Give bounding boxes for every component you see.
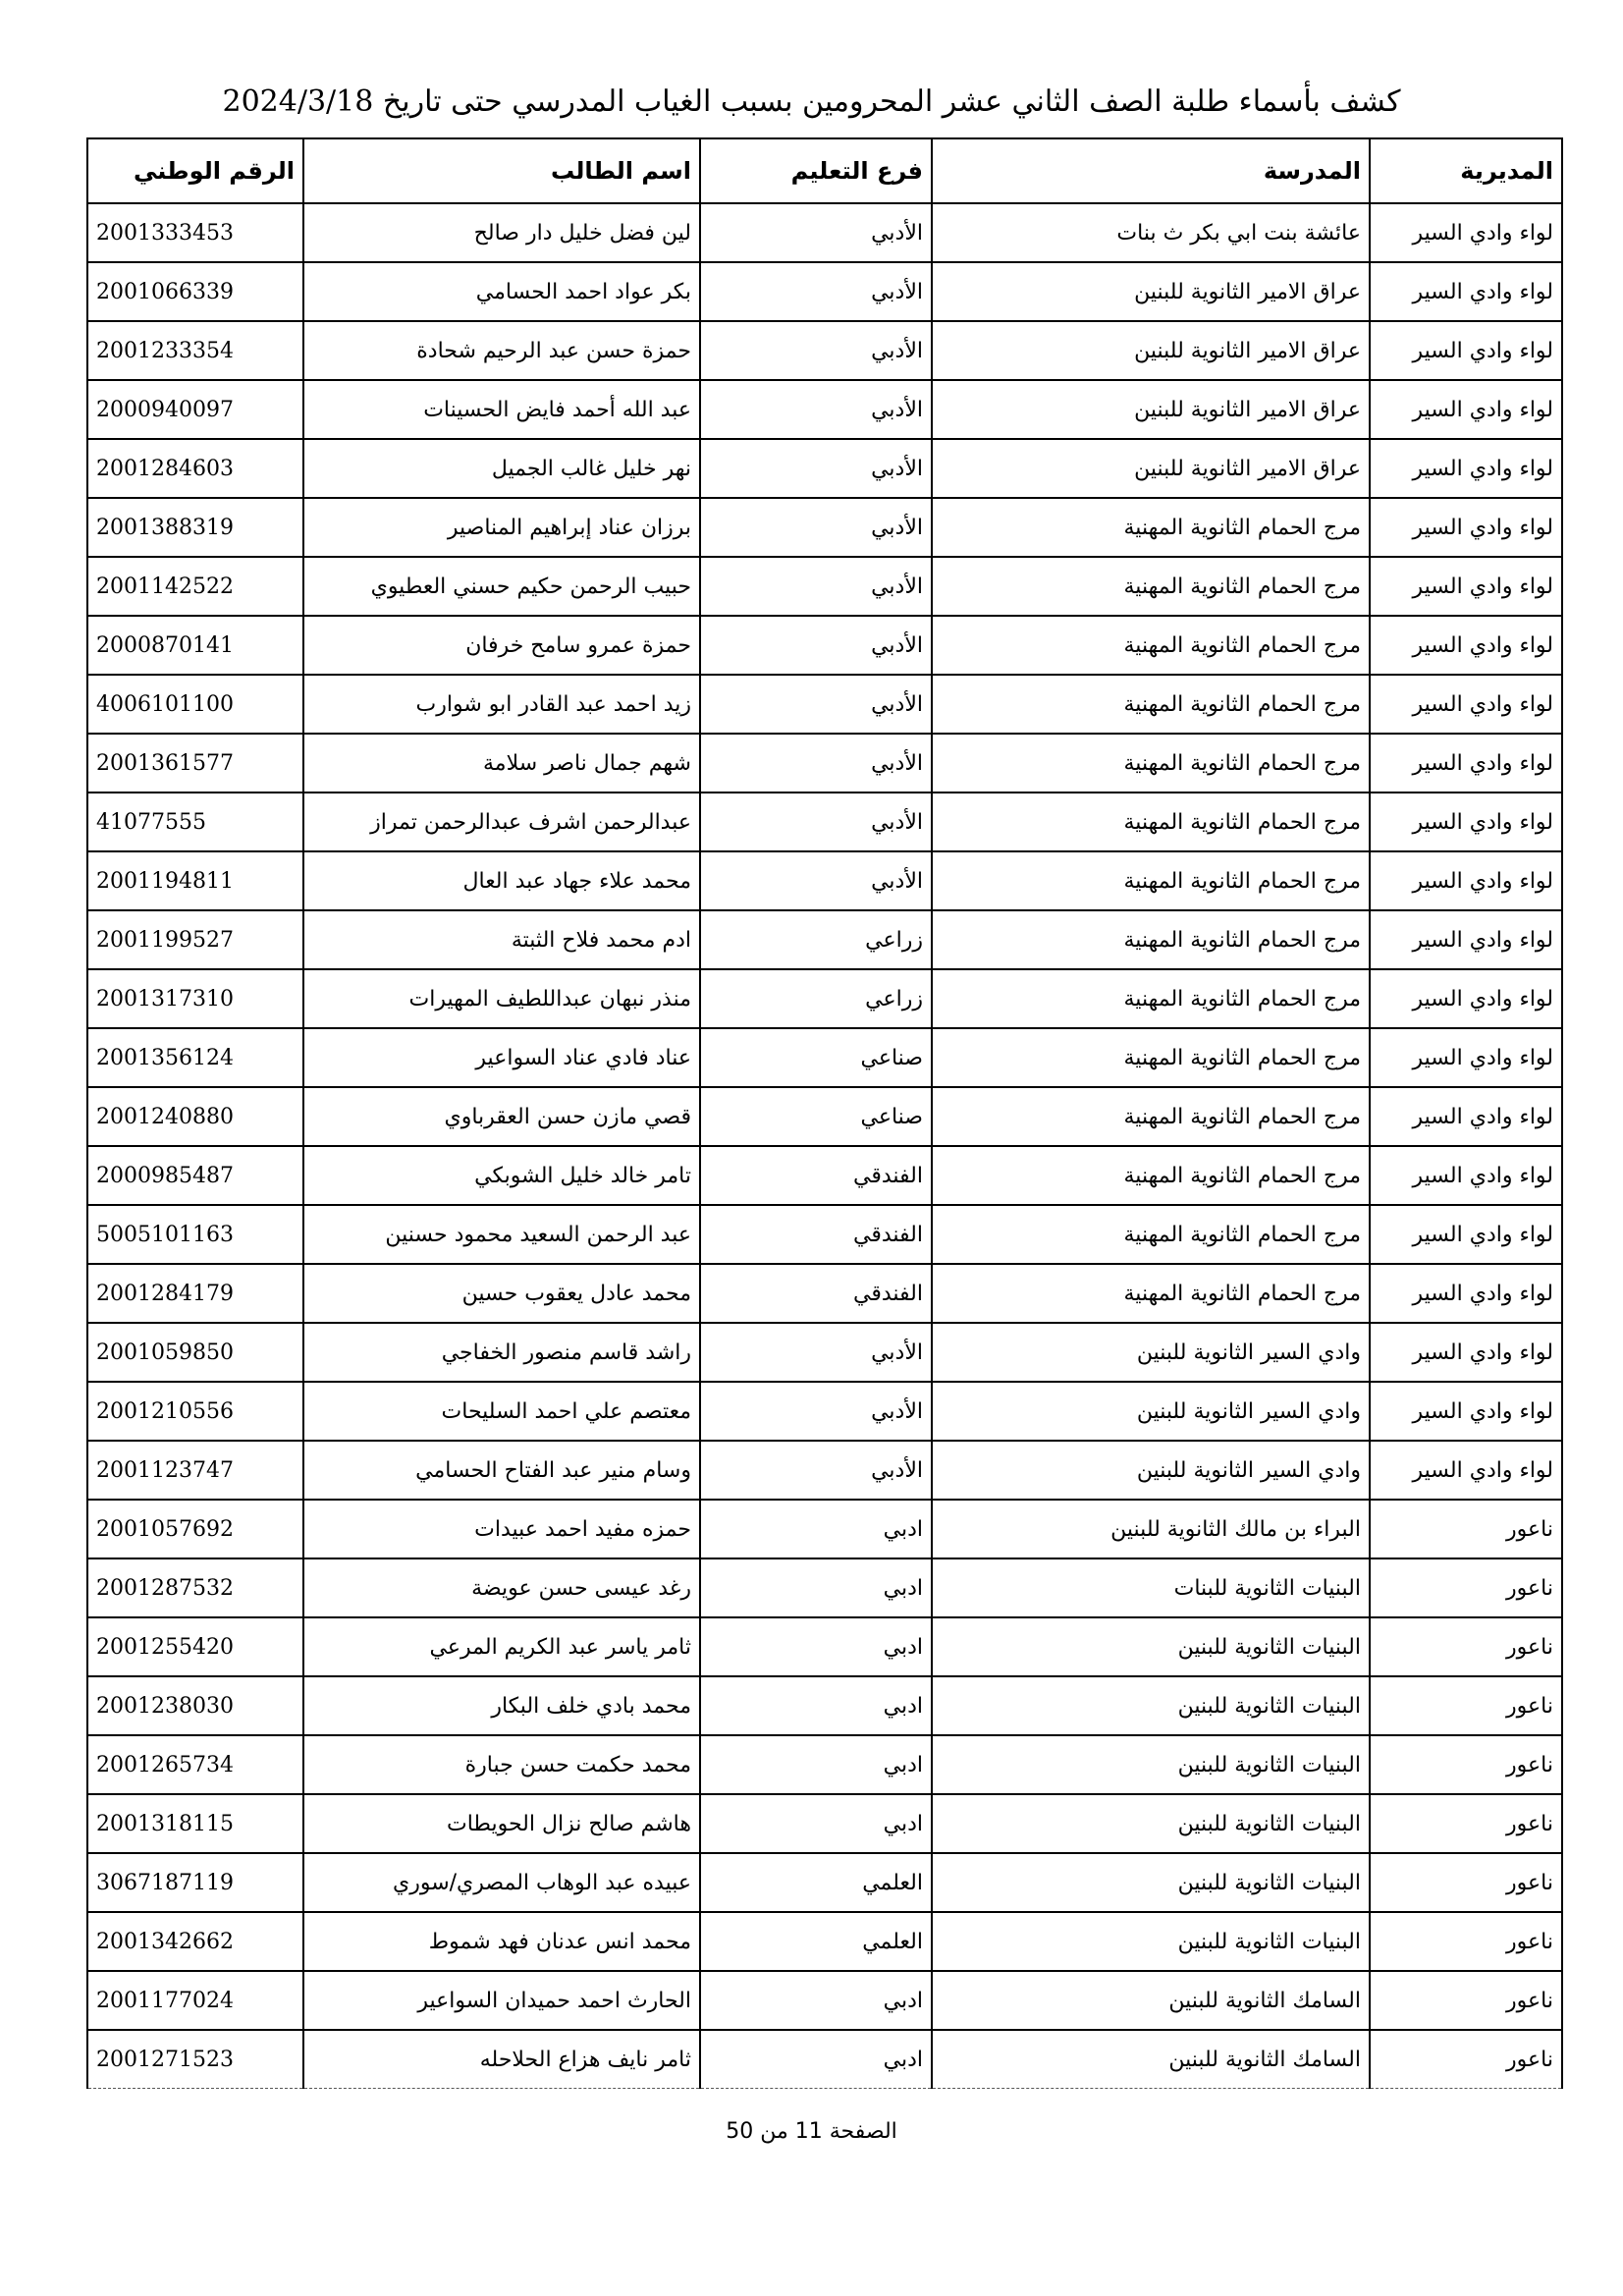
cell-student-name: محمد عادل يعقوب حسين	[303, 1264, 700, 1323]
table-row	[87, 1853, 1562, 1912]
cell-branch: الأدبي	[700, 734, 932, 793]
cell-school: مرج الحمام الثانوية المهنية	[932, 851, 1370, 910]
cell-school: وادي السير الثانوية للبنين	[932, 1382, 1370, 1441]
cell-student-name: هاشم صالح نزال الحويطات	[303, 1794, 700, 1853]
cell-national-id: 3067187119	[87, 1853, 303, 1912]
page-number: الصفحة 11 من 50	[726, 2119, 897, 2144]
cell-branch: زراعي	[700, 969, 932, 1028]
header-directorate: المديرية	[1370, 138, 1562, 203]
cell-national-id: 2001066339	[87, 262, 303, 321]
cell-branch: زراعي	[700, 910, 932, 969]
cell-student-name: وسام منير عبد الفتاح الحسامي	[303, 1441, 700, 1500]
table-row	[87, 1441, 1562, 1500]
cell-student-name: محمد بادي خلف البكار	[303, 1676, 700, 1735]
cell-branch: ادبي	[700, 1558, 932, 1617]
cell-national-id: 2001361577	[87, 734, 303, 793]
cell-directorate: لواء وادي السير	[1370, 1146, 1562, 1205]
cell-school: مرج الحمام الثانوية المهنية	[932, 1028, 1370, 1087]
cell-branch: الأدبي	[700, 793, 932, 851]
cell-directorate: لواء وادي السير	[1370, 1087, 1562, 1146]
table-row	[87, 1146, 1562, 1205]
cell-student-name: عبدالرحمن اشرف عبدالرحمن تمراز	[303, 793, 700, 851]
cell-national-id: 2001287532	[87, 1558, 303, 1617]
table-row	[87, 1382, 1562, 1441]
cell-directorate: لواء وادي السير	[1370, 851, 1562, 910]
table-header-row	[87, 138, 1562, 203]
cell-student-name: عبيده عبد الوهاب المصري/سوري	[303, 1853, 700, 1912]
cell-directorate: ناعور	[1370, 1500, 1562, 1558]
cell-national-id: 2001388319	[87, 498, 303, 557]
table-row	[87, 1735, 1562, 1794]
cell-student-name: قصي مازن حسن العقرباوي	[303, 1087, 700, 1146]
table-row	[87, 557, 1562, 616]
table-row	[87, 1028, 1562, 1087]
cell-student-name: ثامر ياسر عبد الكريم المرعي	[303, 1617, 700, 1676]
cell-student-name: شهم جمال ناصر سلامة	[303, 734, 700, 793]
table-row	[87, 1676, 1562, 1735]
cell-student-name: راشد قاسم منصور الخفاجي	[303, 1323, 700, 1382]
cell-school: البنيات الثانوية للبنين	[932, 1735, 1370, 1794]
table-row	[87, 439, 1562, 498]
cell-school: وادي السير الثانوية للبنين	[932, 1323, 1370, 1382]
cell-branch: صناعي	[700, 1028, 932, 1087]
cell-student-name: الحارث احمد حميدان السواعير	[303, 1971, 700, 2030]
cell-national-id: 2001233354	[87, 321, 303, 380]
cell-national-id: 2001342662	[87, 1912, 303, 1971]
table-row	[87, 969, 1562, 1028]
table-row	[87, 734, 1562, 793]
cell-directorate: لواء وادي السير	[1370, 498, 1562, 557]
header-national-id: الرقم الوطني	[87, 138, 303, 203]
cell-student-name: ادم محمد فلاح الثبتة	[303, 910, 700, 969]
table-row	[87, 203, 1562, 262]
cell-school: البراء بن مالك الثانوية للبنين	[932, 1500, 1370, 1558]
cell-school: وادي السير الثانوية للبنين	[932, 1441, 1370, 1500]
cell-school: البنيات الثانوية للبنين	[932, 1676, 1370, 1735]
table-row	[87, 1794, 1562, 1853]
cell-student-name: محمد حكمت حسن جبارة	[303, 1735, 700, 1794]
cell-school: عراق الامير الثانوية للبنين	[932, 439, 1370, 498]
cell-branch: الفندقي	[700, 1205, 932, 1264]
table-row	[87, 2030, 1562, 2089]
cell-student-name: نهر خليل غالب الجميل	[303, 439, 700, 498]
cell-national-id: 5005101163	[87, 1205, 303, 1264]
table-row	[87, 321, 1562, 380]
cell-national-id: 2001123747	[87, 1441, 303, 1500]
cell-branch: ادبي	[700, 2030, 932, 2089]
cell-directorate: لواء وادي السير	[1370, 1382, 1562, 1441]
cell-national-id: 2001317310	[87, 969, 303, 1028]
cell-branch: الأدبي	[700, 1382, 932, 1441]
cell-branch: الأدبي	[700, 1323, 932, 1382]
cell-branch: ادبي	[700, 1735, 932, 1794]
table-row	[87, 380, 1562, 439]
cell-school: مرج الحمام الثانوية المهنية	[932, 675, 1370, 734]
cell-national-id: 2001199527	[87, 910, 303, 969]
table-row	[87, 910, 1562, 969]
cell-directorate: لواء وادي السير	[1370, 675, 1562, 734]
cell-student-name: منذر نبهان عبداللطيف المهيرات	[303, 969, 700, 1028]
cell-directorate: لواء وادي السير	[1370, 262, 1562, 321]
cell-national-id: 2001255420	[87, 1617, 303, 1676]
table-row	[87, 1205, 1562, 1264]
cell-national-id: 2000940097	[87, 380, 303, 439]
cell-branch: ادبي	[700, 1794, 932, 1853]
cell-school: مرج الحمام الثانوية المهنية	[932, 557, 1370, 616]
cell-national-id: 2001284603	[87, 439, 303, 498]
cell-school: السامك الثانوية للبنين	[932, 2030, 1370, 2089]
table-row	[87, 675, 1562, 734]
table-row	[87, 1617, 1562, 1676]
cell-school: مرج الحمام الثانوية المهنية	[932, 616, 1370, 675]
cell-school: عراق الامير الثانوية للبنين	[932, 262, 1370, 321]
cell-national-id: 2001057692	[87, 1500, 303, 1558]
cell-branch: الأدبي	[700, 321, 932, 380]
table-row	[87, 1558, 1562, 1617]
table-row	[87, 1971, 1562, 2030]
cell-national-id: 4006101100	[87, 675, 303, 734]
cell-student-name: تامر خالد خليل الشوبكي	[303, 1146, 700, 1205]
cell-branch: الأدبي	[700, 616, 932, 675]
cell-student-name: عناد فادي عناد السواعير	[303, 1028, 700, 1087]
cell-branch: الفندقي	[700, 1146, 932, 1205]
cell-student-name: محمد علاء جهاد عبد العال	[303, 851, 700, 910]
cell-branch: الأدبي	[700, 203, 932, 262]
cell-directorate: لواء وادي السير	[1370, 1028, 1562, 1087]
cell-student-name: معتصم علي احمد السليحات	[303, 1382, 700, 1441]
cell-branch: الأدبي	[700, 498, 932, 557]
cell-school: مرج الحمام الثانوية المهنية	[932, 734, 1370, 793]
cell-student-name: حمزة حسن عبد الرحيم شحادة	[303, 321, 700, 380]
cell-school: مرج الحمام الثانوية المهنية	[932, 1146, 1370, 1205]
cell-directorate: لواء وادي السير	[1370, 439, 1562, 498]
cell-national-id: 2001240880	[87, 1087, 303, 1146]
cell-directorate: ناعور	[1370, 1912, 1562, 1971]
cell-national-id: 2001177024	[87, 1971, 303, 2030]
table-row	[87, 498, 1562, 557]
cell-school: عائشة بنت ابي بكر ث بنات	[932, 203, 1370, 262]
cell-school: البنيات الثانوية للبنين	[932, 1853, 1370, 1912]
cell-directorate: لواء وادي السير	[1370, 793, 1562, 851]
cell-directorate: لواء وادي السير	[1370, 734, 1562, 793]
cell-branch: الأدبي	[700, 557, 932, 616]
cell-national-id: 2001238030	[87, 1676, 303, 1735]
cell-branch: الأدبي	[700, 675, 932, 734]
cell-national-id: 2000985487	[87, 1146, 303, 1205]
cell-student-name: رغد عيسى حسن عويضة	[303, 1558, 700, 1617]
table-row	[87, 793, 1562, 851]
cell-directorate: ناعور	[1370, 2030, 1562, 2089]
cell-school: السامك الثانوية للبنين	[932, 1971, 1370, 2030]
cell-student-name: ثامر نايف هزاع الحلاحله	[303, 2030, 700, 2089]
cell-branch: ادبي	[700, 1617, 932, 1676]
cell-directorate: لواء وادي السير	[1370, 1264, 1562, 1323]
cell-directorate: ناعور	[1370, 1971, 1562, 2030]
cell-student-name: عبد الرحمن السعيد محمود حسنين	[303, 1205, 700, 1264]
cell-branch: الأدبي	[700, 380, 932, 439]
cell-national-id: 2001142522	[87, 557, 303, 616]
cell-directorate: لواء وادي السير	[1370, 1205, 1562, 1264]
cell-school: مرج الحمام الثانوية المهنية	[932, 969, 1370, 1028]
cell-school: مرج الحمام الثانوية المهنية	[932, 793, 1370, 851]
cell-student-name: محمد انس عدنان فهد شموط	[303, 1912, 700, 1971]
cell-student-name: لين فضل خليل دار صالح	[303, 203, 700, 262]
cell-national-id: 2001194811	[87, 851, 303, 910]
table-row	[87, 1264, 1562, 1323]
cell-directorate: لواء وادي السير	[1370, 380, 1562, 439]
cell-student-name: بكر عواد احمد الحسامي	[303, 262, 700, 321]
cell-branch: الأدبي	[700, 262, 932, 321]
cell-national-id: 2001333453	[87, 203, 303, 262]
cell-national-id: 2001356124	[87, 1028, 303, 1087]
table-row	[87, 1500, 1562, 1558]
cell-directorate: ناعور	[1370, 1617, 1562, 1676]
cell-directorate: لواء وادي السير	[1370, 910, 1562, 969]
cell-directorate: لواء وادي السير	[1370, 203, 1562, 262]
cell-school: مرج الحمام الثانوية المهنية	[932, 498, 1370, 557]
cell-branch: الأدبي	[700, 1441, 932, 1500]
cell-directorate: ناعور	[1370, 1558, 1562, 1617]
cell-national-id: 2001210556	[87, 1382, 303, 1441]
cell-student-name: حمزة عمرو سامح خرفان	[303, 616, 700, 675]
header-branch: فرع التعليم	[700, 138, 932, 203]
cell-branch: العلمي	[700, 1912, 932, 1971]
cell-student-name: عبد الله أحمد فايض الحسينات	[303, 380, 700, 439]
cell-directorate: لواء وادي السير	[1370, 557, 1562, 616]
cell-directorate: ناعور	[1370, 1794, 1562, 1853]
table-body	[87, 203, 1562, 2089]
cell-national-id: 2001318115	[87, 1794, 303, 1853]
cell-branch: صناعي	[700, 1087, 932, 1146]
cell-branch: الأدبي	[700, 439, 932, 498]
cell-branch: ادبي	[700, 1971, 932, 2030]
table-row	[87, 262, 1562, 321]
cell-branch: الفندقي	[700, 1264, 932, 1323]
cell-branch: ادبي	[700, 1676, 932, 1735]
cell-national-id: 2001265734	[87, 1735, 303, 1794]
header-school: المدرسة	[932, 138, 1370, 203]
cell-directorate: لواء وادي السير	[1370, 969, 1562, 1028]
cell-school: البنيات الثانوية للبنين	[932, 1912, 1370, 1971]
cell-school: مرج الحمام الثانوية المهنية	[932, 910, 1370, 969]
header-student-name: اسم الطالب	[303, 138, 700, 203]
cell-student-name: برزان عناد إبراهيم المناصير	[303, 498, 700, 557]
cell-school: مرج الحمام الثانوية المهنية	[932, 1264, 1370, 1323]
cell-school: البنيات الثانوية للبنات	[932, 1558, 1370, 1617]
table-row	[87, 851, 1562, 910]
cell-directorate: لواء وادي السير	[1370, 1441, 1562, 1500]
cell-directorate: لواء وادي السير	[1370, 616, 1562, 675]
table-row	[87, 1087, 1562, 1146]
cell-school: البنيات الثانوية للبنين	[932, 1794, 1370, 1853]
cell-national-id: 2000870141	[87, 616, 303, 675]
cell-national-id: 2001284179	[87, 1264, 303, 1323]
cell-school: مرج الحمام الثانوية المهنية	[932, 1205, 1370, 1264]
students-table	[86, 137, 1563, 2089]
cell-school: عراق الامير الثانوية للبنين	[932, 321, 1370, 380]
page-title: كشف بأسماء طلبة الصف الثاني عشر المحرومين بسبب الغياب المدرسي حتى تاريخ 2024/3/18	[222, 84, 1401, 119]
cell-national-id: 41077555	[87, 793, 303, 851]
cell-directorate: لواء وادي السير	[1370, 321, 1562, 380]
cell-directorate: ناعور	[1370, 1735, 1562, 1794]
cell-branch: الأدبي	[700, 851, 932, 910]
cell-national-id: 2001271523	[87, 2030, 303, 2089]
cell-school: مرج الحمام الثانوية المهنية	[932, 1087, 1370, 1146]
cell-student-name: حمزه مفيد احمد عبيدات	[303, 1500, 700, 1558]
table-row	[87, 1912, 1562, 1971]
cell-directorate: لواء وادي السير	[1370, 1323, 1562, 1382]
table-row	[87, 616, 1562, 675]
cell-branch: ادبي	[700, 1500, 932, 1558]
cell-student-name: حبيب الرحمن حكيم حسني العطيوي	[303, 557, 700, 616]
cell-national-id: 2001059850	[87, 1323, 303, 1382]
cell-school: عراق الامير الثانوية للبنين	[932, 380, 1370, 439]
cell-directorate: ناعور	[1370, 1676, 1562, 1735]
cell-school: البنيات الثانوية للبنين	[932, 1617, 1370, 1676]
cell-directorate: ناعور	[1370, 1853, 1562, 1912]
cell-student-name: زيد احمد عبد القادر ابو شوارب	[303, 675, 700, 734]
table-row	[87, 1323, 1562, 1382]
cell-branch: العلمي	[700, 1853, 932, 1912]
